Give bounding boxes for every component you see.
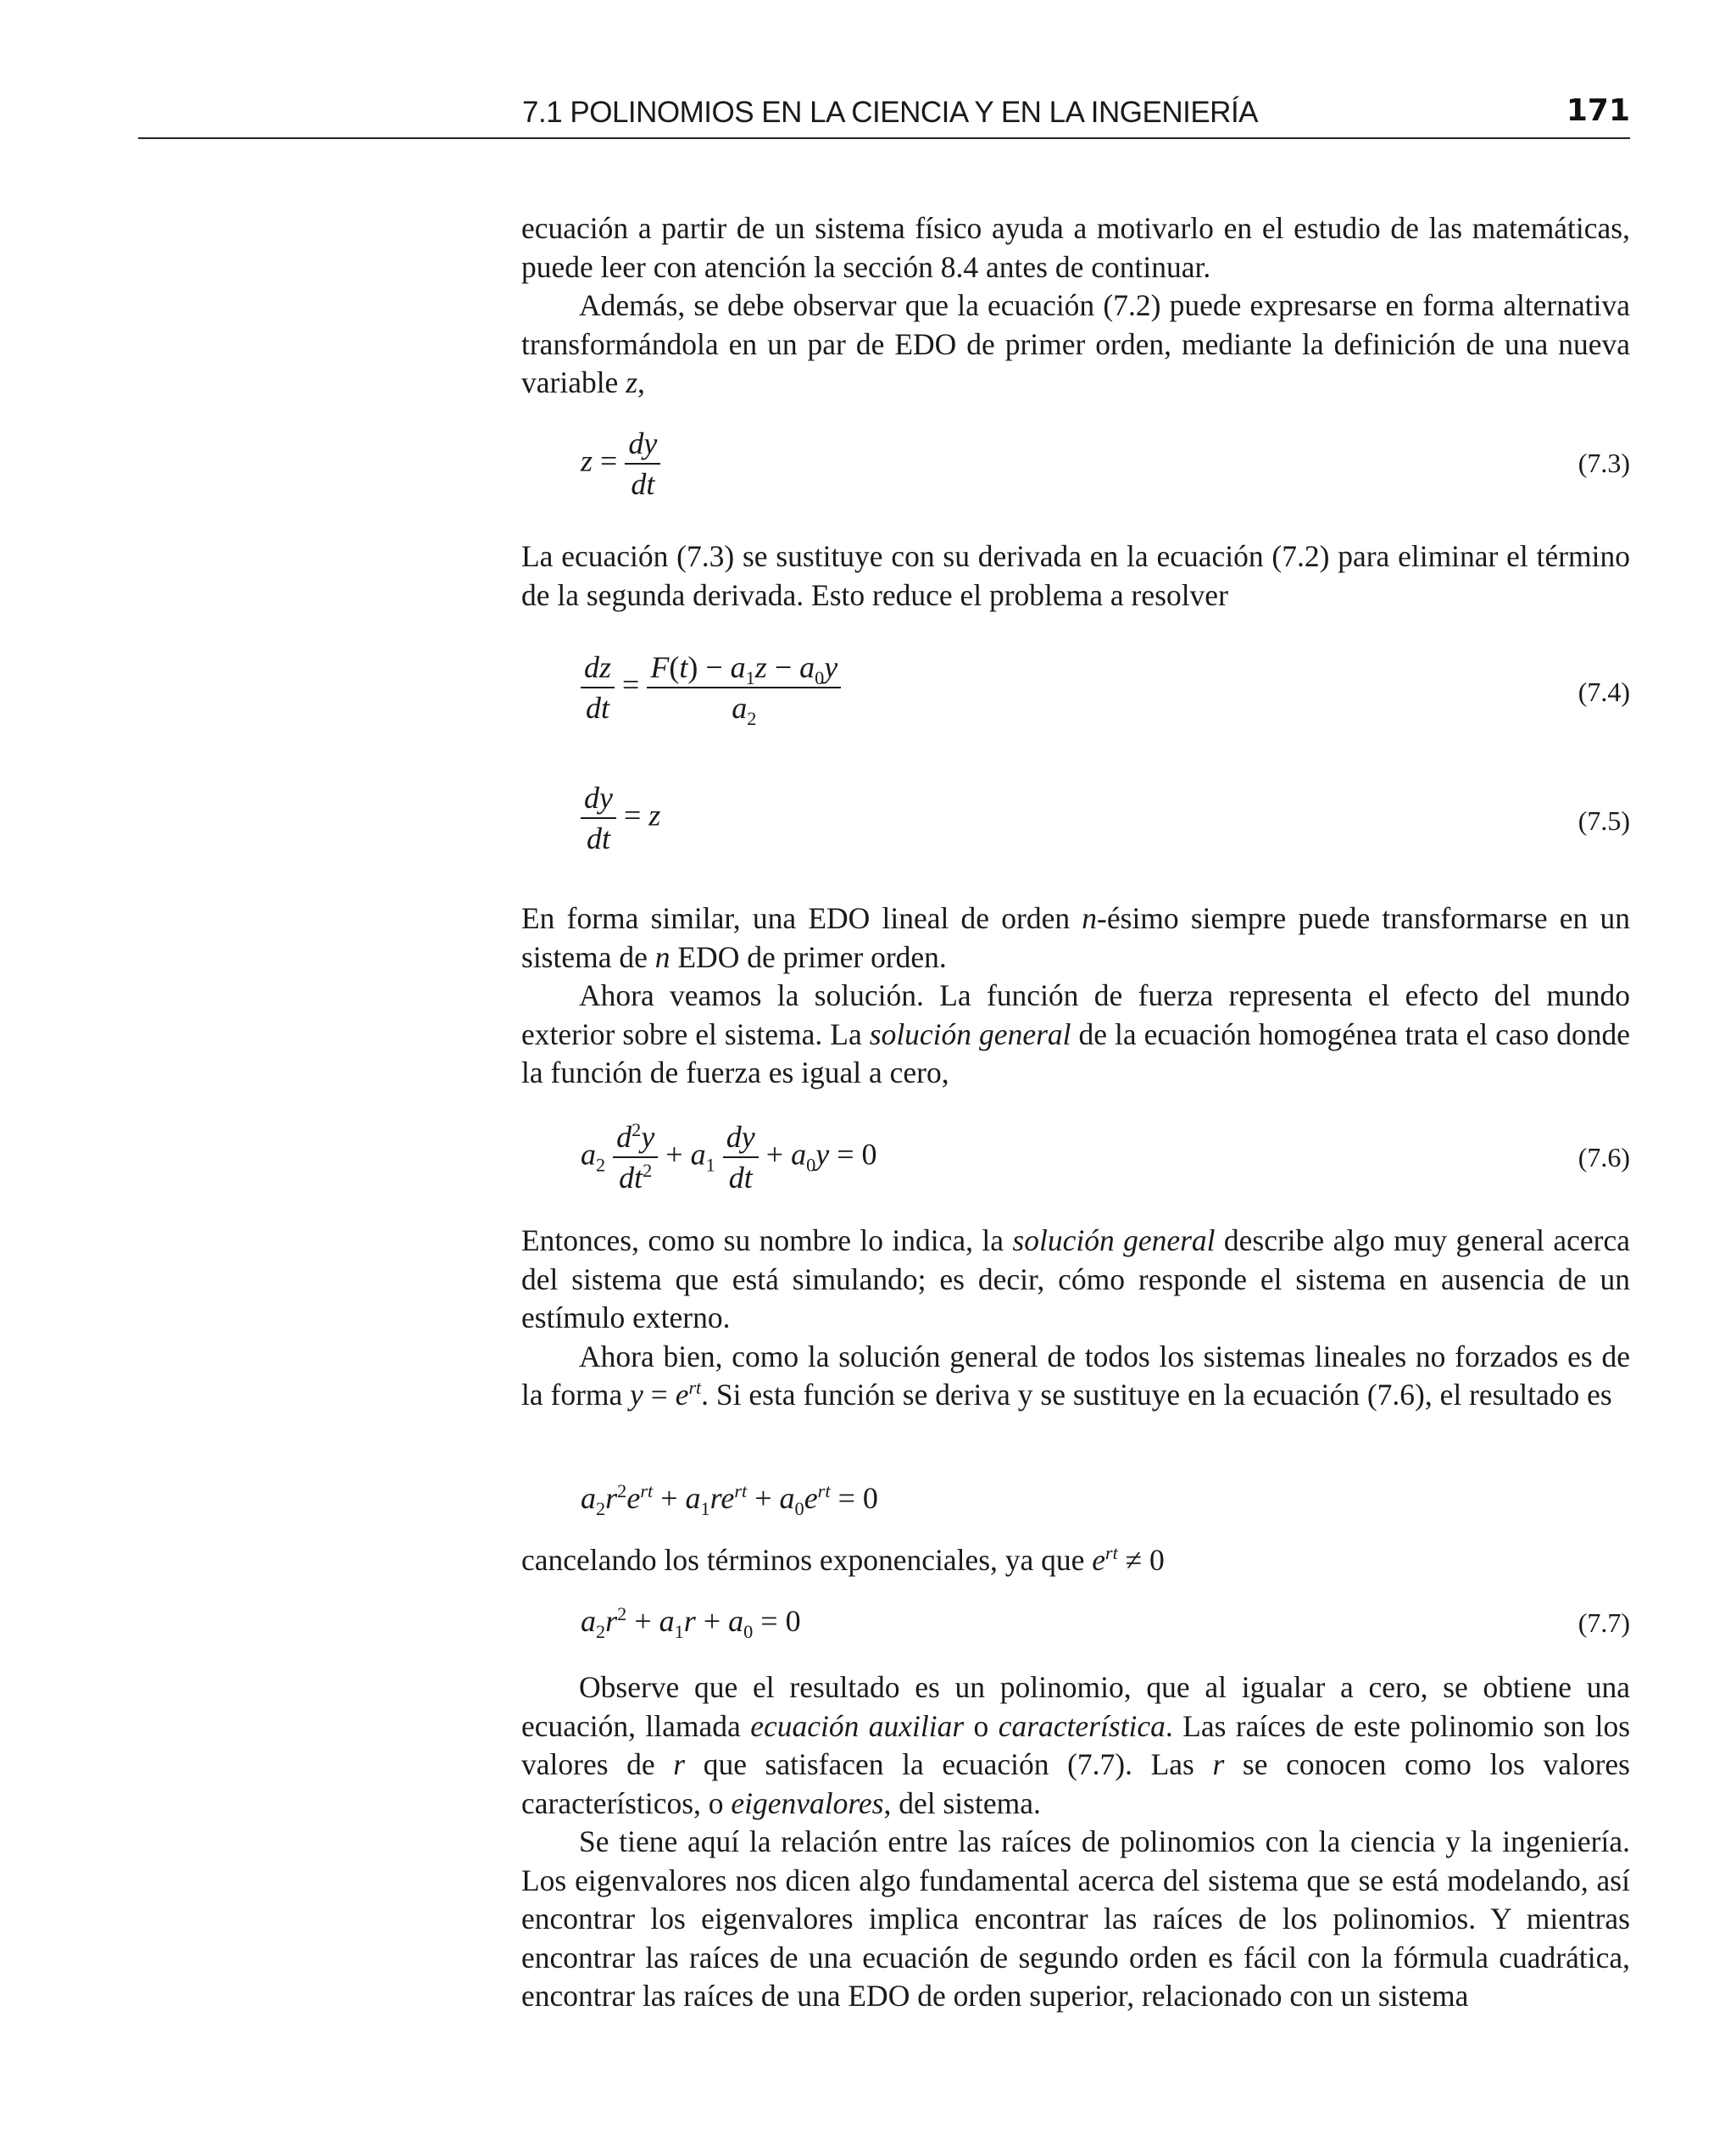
- section-title: 7.1 POLINOMIOS EN LA CIENCIA Y EN LA INGENIERÍA: [522, 96, 1259, 129]
- paragraph: cancelando los términos exponenciales, ya que $e^{rt} \ne 0$: [521, 1542, 1165, 1577]
- equation-number: (7.4): [1577, 677, 1630, 707]
- text-block: [521, 1541, 1630, 1580]
- equation-number: (7.3): [1577, 448, 1630, 478]
- page-number: 171: [1566, 93, 1630, 128]
- equation-number: (7.5): [1577, 805, 1630, 836]
- paragraph: ecuación a partir de un sistema físico ayuda a motivarlo en el estudio de las matemáticas, puede leer con atención la sección 8.4 antes de continuar.: [521, 211, 1630, 284]
- text-block: [521, 900, 1630, 1093]
- equation-7-6: $a_2$ $\frac{d^2y}{dt^2}$ + $a_1$ $\frac{dy}{dt}$ + $a_0y = 0$: [581, 1119, 877, 1195]
- paragraph: En forma similar, una EDO lineal de orden n-ésimo siempre puede transformarse en un sistema de n EDO de primer orden.: [521, 901, 1630, 974]
- paragraph: Entonces, como su nombre lo indica, la solución general describe algo muy general acerca del sistema que está simulando; es decir, cómo responde el sistema en ausencia de un estímulo externo.: [521, 1223, 1630, 1334]
- equation-substituted: $a_2r^2e^{rt} + a_1re^{rt} + a_0e^{rt} = 0$: [581, 1480, 878, 1520]
- text-block: [521, 1668, 1630, 2016]
- equation-7-3: z = $\frac{dy}{dt}$: [581, 424, 660, 504]
- equation-7-7: $a_2r^2 + a_1r + a_0 = 0$: [581, 1603, 801, 1643]
- text-block: [521, 1222, 1630, 1415]
- paragraph: Ahora veamos la solución. La función de fuerza representa el efecto del mundo exterior sobre el sistema. La solución general de la ecuación homogénea trata el caso donde la función de fuerza es igual a cero,: [521, 978, 1630, 1089]
- paragraph: La ecuación (7.3) se sustituye con su derivada en la ecuación (7.2) para eliminar el término de la segunda derivada. Esto reduce el problema a resolver: [521, 539, 1630, 612]
- paragraph: Se tiene aquí la relación entre las raíces de polinomios con la ciencia y la ingeniería. Los eigenvalores nos dicen algo fundamental acerca del sistema que se está modelando, así encontrar los eigenvalores implica encontrar las raíces de los polinomios. Y mientras encontrar las raíces de una ecuación de segundo orden es fácil con la fórmula cuadrática, encontrar las raíces de una EDO de orden superior, relacionado con un sistema: [521, 1824, 1630, 2013]
- equation-7-5: $\frac{dy}{dt}$ = z: [581, 778, 660, 858]
- equation-number: (7.7): [1577, 1607, 1630, 1638]
- text-block-intro: [521, 209, 1630, 403]
- paragraph: Además, se debe observar que la ecuación (7.2) puede expresarse en forma alternativa transformándola en un par de EDO de primer orden, mediante la definición de una nueva variable z,: [521, 288, 1630, 399]
- equation-number: (7.6): [1577, 1142, 1630, 1172]
- paragraph: Observe que el resultado es un polinomio, que al igualar a cero, se obtiene una ecuación, llamada ecuación auxiliar o característica. Las raíces de este polinomio son los valores de r que satisfacen la ecuación (7.7). Las r se conocen como los valores característicos, o eigenvalores, del sistema.: [521, 1670, 1631, 1820]
- text-block: [521, 538, 1630, 615]
- running-header: [138, 93, 1630, 139]
- equation-7-4: $\frac{dz}{dt}$ = $\frac{F(t) - a_1z - a_0y}{a_2}$: [581, 648, 841, 727]
- paragraph: Ahora bien, como la solución general de todos los sistemas lineales no forzados es de la forma $y = e^{rt}$. Si esta función se deriva y se sustituye en la ecuación (7.6), el resultado es: [521, 1339, 1630, 1412]
